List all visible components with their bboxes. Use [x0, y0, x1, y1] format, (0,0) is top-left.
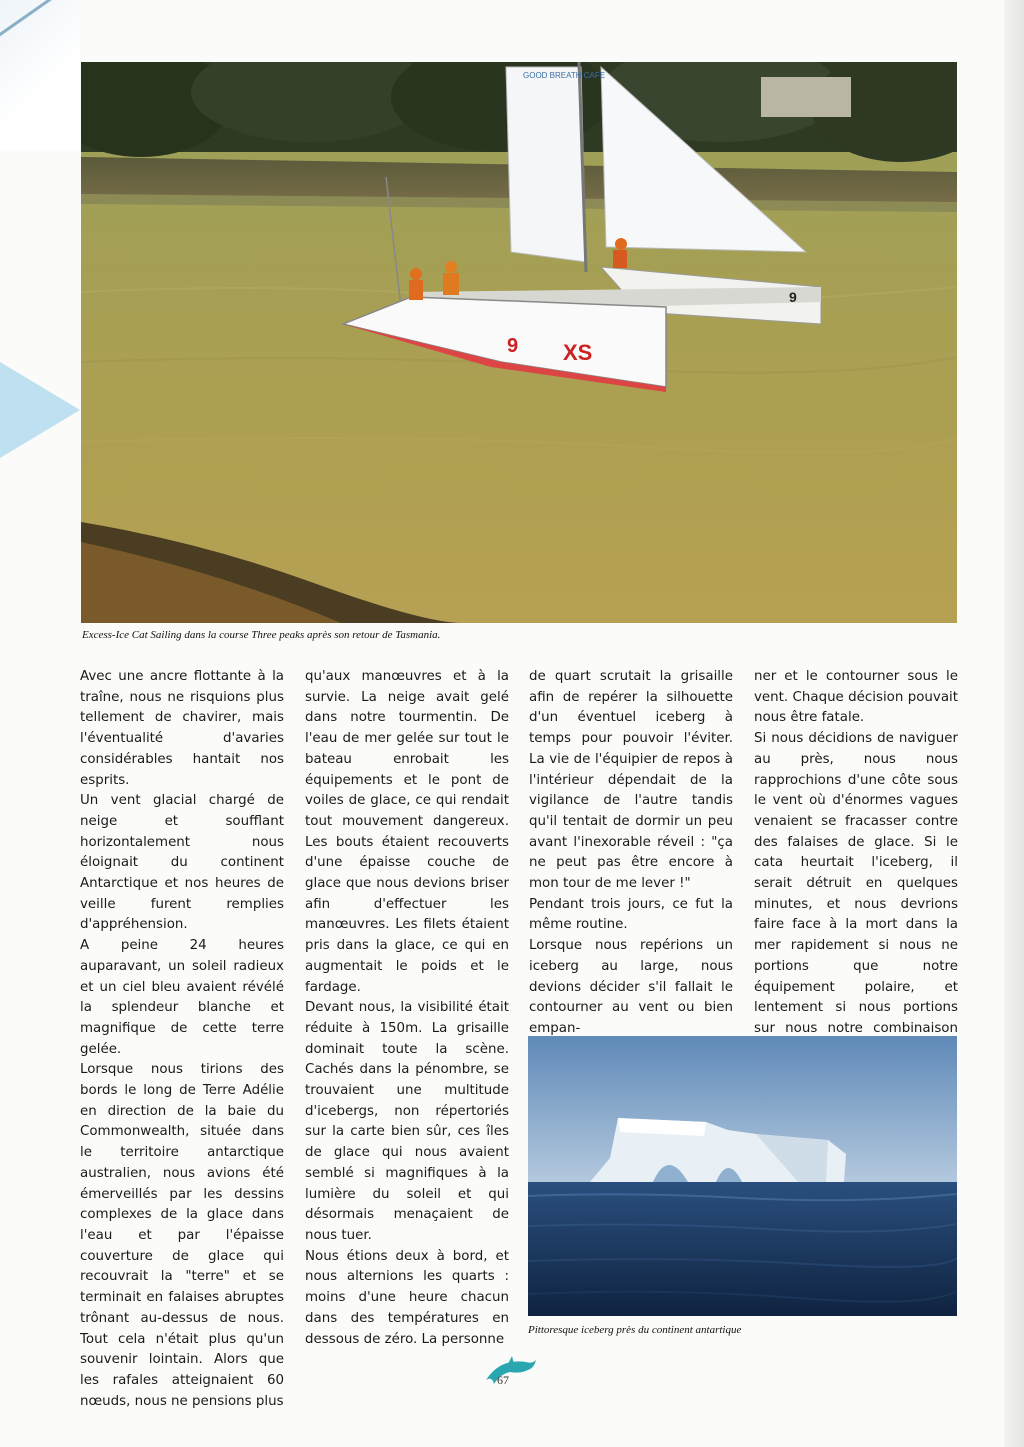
main-photo-caption: Excess-Ice Cat Sailing dans la course Three peaks après son retour de Tasmania.	[82, 629, 441, 641]
paragraph: A peine 24 heures auparavant, un soleil radieux et un ciel bleu avaient révélé la splendeur blanche et magnifique de cette terre gelée.	[80, 938, 284, 1057]
paragraph: Pendant trois jours, ce fut la même routine.	[529, 896, 733, 933]
page-edge	[1004, 0, 1024, 1447]
iceberg-photo	[528, 1036, 957, 1316]
article-column-4	[754, 667, 958, 1060]
paragraph: Lorsque nous repérions un iceberg au large, nous devions décider s'il fallait le contourner au vent ou bien empan-	[529, 938, 733, 1036]
catamaran-photo	[81, 62, 957, 623]
article-column-2	[305, 667, 509, 1350]
sponsor-logo: GOOD BREATH CAFE	[523, 71, 606, 80]
paragraph: Lorsque nous tirions des bords le long de Terre Adélie en direction de la baie du Commonwealth, située dans le territoire antarctique australien, nous avions été émerveillés par les dessins complexes de la glace dans l'eau et par l'épaisse couverture de glace qui recouvrait la "terre" et se terminait en falaises abruptes trônant au-dessus de nous. Tout cela n'était plus qu'un souvenir lointain. Alors que les rafales atteignaient 60 nœuds, nous ne pensions plus	[80, 1062, 284, 1409]
fold-line	[0, 0, 89, 43]
article-column-1	[80, 667, 284, 1412]
page-number: 67	[497, 1373, 509, 1387]
paragraph: Devant nous, la visibilité était réduite à 150m. La grisaille dominait toute la scène. Cachés dans la pénombre, se trouvaient une multitude d'icebergs, non répertoriés sur la carte bien sûr, ces îles de glace qui nous avaient semblé si magnifiques à la lumière du soleil et qui désormais menaçaient de nous tuer.	[305, 1000, 509, 1243]
paragraph: Un vent glacial chargé de neige et soufflant horizontalement nous éloignait du continent Antarctique et nos heures de veille furent remplies d'appréhension.	[80, 793, 284, 933]
side-tab-decoration	[0, 362, 80, 458]
hull-lettering: XS	[563, 340, 593, 365]
rear-hull-number: 9	[789, 289, 797, 305]
paragraph: Nous étions deux à bord, et nous alternions les quarts : moins d'une heure chacun dans des températures en dessous de zéro. La personne	[305, 1248, 509, 1347]
paragraph: Avec une ancre flottante à la traîne, nous ne risquions plus tellement de chavirer, mais l'éventualité d'avaries considérables hantait nos esprits.	[80, 669, 284, 788]
article-column-3	[529, 667, 733, 1040]
dolphin-icon	[480, 1352, 540, 1392]
iceberg-photo-caption: Pittoresque iceberg près du continent antartique	[528, 1324, 742, 1336]
sail-number: 9	[507, 335, 519, 357]
paragraph: Si nous décidions de naviguer au près, nous nous rapprochions d'une côte sous le vent où d'énormes vagues venaient se fracasser contre des falaises de glace. Si le cata heurtait l'iceberg, il serait détruit en quelques minutes, et nous devrions faire face à la mort dans la mer rapidement si nous ne portions que notre équipement polaire, et lentement si nous portions sur nous notre combinaison	[754, 731, 958, 1036]
paragraph: de quart scrutait la grisaille afin de repérer la silhouette d'un éventuel iceberg à temps pour pouvoir l'éviter. La vie de l'équipier de repos à l'intérieur dépendait de la vigilance de l'autre tandis qu'il tentait de dormir un peu avant l'inexorable réveil : "ça ne peut pas être encore à mon tour de me lever !"	[529, 669, 733, 892]
folded-corner	[0, 0, 80, 150]
paragraph: ner et le contourner sous le vent. Chaque décision pouvait nous être fatale.	[754, 669, 958, 726]
paragraph: qu'aux manœuvres et à la survie. La neige avait gelé dans notre tourmentin. De l'eau de mer gelée sur tout le bateau enrobait les équipements et le pont de voiles de glace, ce qui rendait tout mouvement dangereux. Les bouts étaient recouverts d'une épaisse couche de glace que nous devions briser afin d'effectuer les manœuvres. Les filets étaient pris dans la glace, ce qui en augmentait le poids et le fardage.	[305, 669, 509, 995]
